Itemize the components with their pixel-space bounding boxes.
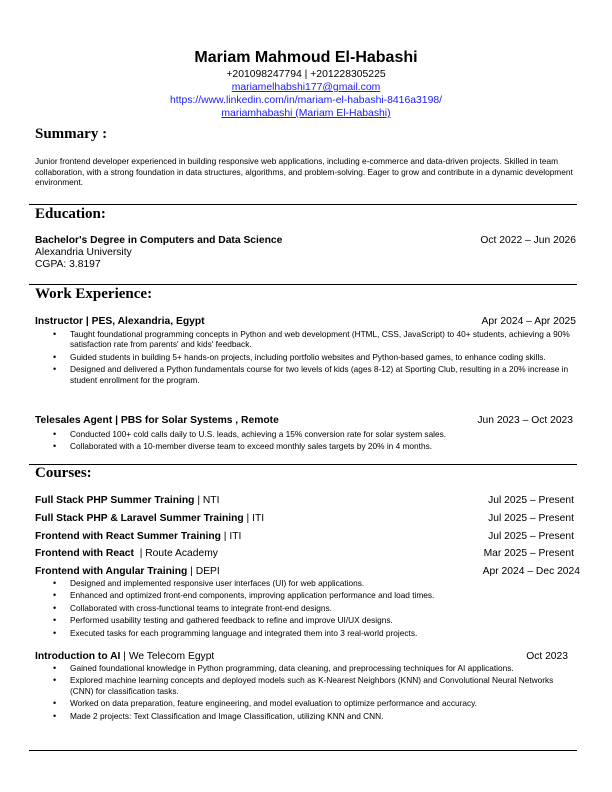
course-org: | ITI xyxy=(220,531,242,542)
list-item: • Gained foundational knowledge in Python programming, data cleaning, and preprocessing techniques for AI applications. xyxy=(50,663,575,673)
job-title: Telesales Agent | PBS for Solar Systems , Remote xyxy=(35,415,279,426)
list-item: • Enhanced and optimized front-end components, improving application performance and load times. xyxy=(50,590,575,600)
list-item: • Collaborated with cross-functional teams to integrate front-end designs. xyxy=(50,603,575,613)
course-entry xyxy=(35,494,574,507)
course-org: | ITI xyxy=(243,513,265,524)
education-dates: Oct 2022 – Jun 2026 xyxy=(480,235,576,246)
phone-numbers: +201098247794 | +201228305225 xyxy=(226,69,386,80)
job-title: Instructor | PES, Alexandria, Egypt xyxy=(35,316,205,327)
divider xyxy=(29,284,577,285)
course-org: | Route Academy xyxy=(133,548,218,559)
education-heading: Education: xyxy=(35,206,106,222)
course-entry xyxy=(35,547,574,560)
courses-heading: Courses: xyxy=(35,465,92,481)
divider xyxy=(29,464,577,465)
list-item: • Designed and delivered a Python fundamentals course for two levels of kids (ages 8-12) at Sporting Club, resulting in a 20% increase in student enrollment for the program. xyxy=(50,364,575,385)
list-item: • Collaborated with a 10-member diverse team to exceed monthly sales targets by 20% in 4 months. xyxy=(50,441,575,451)
list-item: • Made 2 projects: Text Classification and Image Classification, utilizing KNN and CNN. xyxy=(50,711,575,721)
course-entry xyxy=(35,530,574,543)
course-dates: Mar 2025 – Present xyxy=(483,548,574,559)
course-dates: Jul 2025 – Present xyxy=(488,513,574,524)
course-title: Frontend with React xyxy=(35,548,134,559)
job-header xyxy=(35,414,573,427)
degree: Bachelor's Degree in Computers and Data Science xyxy=(35,235,283,246)
course-title: Frontend with Angular Training xyxy=(35,566,188,577)
course-dates: Oct 2023 xyxy=(526,651,568,662)
list-item: • Explored machine learning concepts and deployed models such as K-Nearest Neighbors (KNN) and Convolutional Neural Networks (CNN) for classification tasks. xyxy=(50,675,575,696)
work-heading: Work Experience: xyxy=(35,286,153,302)
school: Alexandria University xyxy=(35,247,132,258)
linkedin-link[interactable]: https://www.linkedin.com/in/mariam-el-habashi-8416a3198/ xyxy=(169,95,443,106)
course-org: | We Telecom Egypt xyxy=(120,651,215,662)
summary-text: Junior frontend developer experienced in building responsive web applications, including e-commerce and data-driven projects. Skilled in team collaboration, with a strong foundation in data structures, algorithms, and problem-solving. Eager to grow and contribute in a dynamic development environment. xyxy=(35,156,573,187)
gpa: CGPA: 3.8197 xyxy=(35,259,101,270)
course-entry xyxy=(35,650,568,663)
list-item: • Executed tasks for each programming language and integrated them into 3 real-world projects. xyxy=(50,628,575,638)
list-item: • Worked on data preparation, feature engineering, and model evaluation to optimize performance and accuracy. xyxy=(50,698,575,708)
course-dates: Apr 2024 – Dec 2024 xyxy=(482,566,580,577)
list-item: • Designed and implemented responsive user interfaces (UI) for web applications. xyxy=(50,578,575,588)
course-org: | NTI xyxy=(194,495,220,506)
job-bullets xyxy=(50,429,575,454)
course-title: Full Stack PHP Summer Training xyxy=(35,495,195,506)
candidate-name: Mariam Mahmoud El-Habashi xyxy=(194,49,418,66)
course-bullets xyxy=(50,578,575,640)
course-title: Frontend with React Summer Training xyxy=(35,531,221,542)
course-dates: Jul 2025 – Present xyxy=(488,531,574,542)
list-item: • Guided students in building 5+ hands-on projects, including portfolio websites and Python-based games, to enhance coding skills. xyxy=(50,352,575,362)
list-item: • Taught foundational programming concepts in Python and web development (HTML, CSS, JavaScript) to 40+ students, achieving a 90% satisfaction rate from parents' and kids' feedback. xyxy=(50,329,575,350)
list-item: • Performed usability testing and gathered feedback to refine and improve UI/UX designs. xyxy=(50,615,575,625)
email-link[interactable]: mariamelhabshi177@gmail.com xyxy=(231,82,381,93)
summary-heading: Summary : xyxy=(35,126,108,142)
divider xyxy=(29,204,577,205)
job-dates: Jun 2023 – Oct 2023 xyxy=(477,415,573,426)
course-title: Introduction to AI xyxy=(35,651,121,662)
divider xyxy=(29,750,577,751)
github-link[interactable]: mariamhabashi (Mariam El-Habashi) xyxy=(221,108,391,119)
course-entry xyxy=(35,512,574,525)
course-bullets xyxy=(50,663,575,723)
job-header xyxy=(35,315,576,328)
course-org: | DEPI xyxy=(187,566,220,577)
education-entry xyxy=(35,234,576,247)
course-title: Full Stack PHP & Laravel Summer Training xyxy=(35,513,244,524)
job-dates: Apr 2024 – Apr 2025 xyxy=(481,316,576,327)
course-entry xyxy=(35,565,580,578)
course-dates: Jul 2025 – Present xyxy=(488,495,574,506)
list-item: • Conducted 100+ cold calls daily to U.S. leads, achieving a 15% conversion rate for solar system sales. xyxy=(50,429,575,439)
job-bullets xyxy=(50,329,575,387)
